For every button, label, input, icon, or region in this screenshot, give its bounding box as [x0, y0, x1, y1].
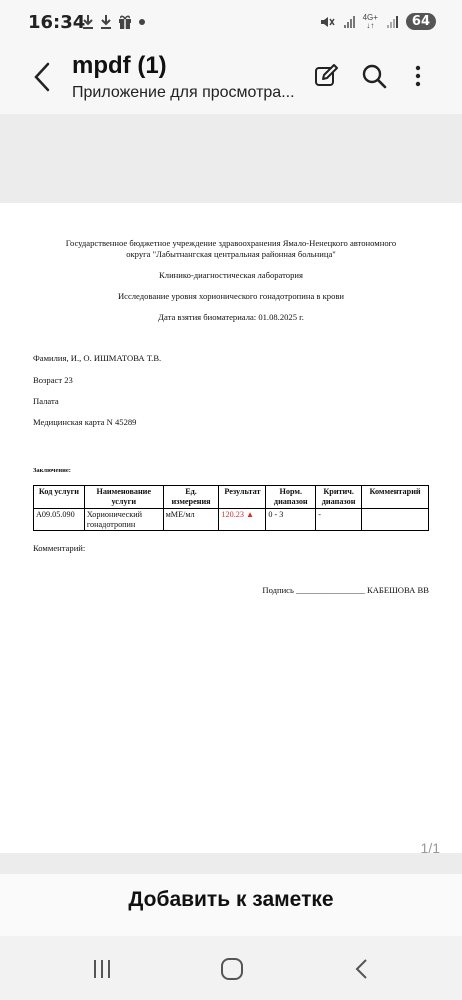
download-icon — [82, 14, 94, 30]
download-icon — [100, 14, 112, 30]
recents-icon[interactable] — [90, 958, 114, 980]
doc-sample-date: Дата взятия биоматериала: 01.08.2025 г. — [158, 312, 304, 322]
dot-icon — [138, 18, 146, 26]
pdf-viewer[interactable] — [0, 114, 462, 874]
results-table — [33, 485, 429, 531]
table-row — [34, 509, 429, 531]
cell-comment — [362, 509, 429, 531]
cell-critical: - — [316, 509, 362, 531]
signer-name: КАБЕШОВА ВВ — [366, 585, 429, 595]
gift-icon — [118, 14, 132, 30]
add-note-bar — [0, 874, 462, 936]
doc-header-line1: Государственное бюджетное учреждение здравоохранения Ямало-Ненецкого автономного — [65, 238, 397, 248]
doc-conclusion-label: Заключение: — [33, 467, 71, 474]
doc-age: Возраст 23 — [33, 375, 73, 385]
back-nav-icon[interactable] — [350, 958, 374, 980]
col-header-unit: Ед. измерения — [163, 486, 219, 509]
search-icon[interactable] — [360, 62, 388, 90]
signature-line: ________________ — [296, 585, 365, 595]
cell-result — [219, 509, 266, 531]
doc-patient-name: Фамилия, И., О. ИШМАТОВА Т.В. — [33, 353, 162, 363]
table-header-row — [34, 486, 429, 509]
app-bar — [0, 46, 462, 114]
edit-icon[interactable] — [312, 62, 340, 90]
battery-indicator: 64 — [406, 13, 436, 30]
doc-card: Медицинская карта N 45289 — [33, 417, 137, 427]
add-to-note-button[interactable]: Добавить к заметке — [0, 888, 462, 912]
doc-comment-label: Комментарий: — [33, 543, 86, 553]
doc-lab: Клинико-диагностическая лаборатория — [159, 270, 303, 280]
result-value: 120.23 — [221, 510, 244, 519]
status-bar: 16:34 4G+ ↓↑ 64 — [0, 0, 462, 46]
doc-signature — [262, 585, 429, 596]
back-icon[interactable] — [28, 60, 58, 94]
system-nav-bar — [0, 936, 462, 1000]
doc-header-line2: округа "Лабытнангская центральная районная больница" — [126, 249, 336, 259]
col-header-critical: Критич. диапазон — [316, 486, 362, 509]
signal-icon — [386, 15, 398, 29]
status-time: 16:34 — [28, 12, 86, 33]
col-header-name: Наименование услуги — [84, 486, 163, 509]
mute-icon — [319, 14, 335, 30]
col-header-result: Результат — [219, 486, 266, 509]
page-subtitle: Приложение для просмотра... — [72, 84, 295, 101]
network-type: 4G+ — [362, 12, 378, 22]
col-header-code: Код услуги — [34, 486, 85, 509]
cell-unit: мМЕ/мл — [163, 509, 219, 531]
page-title: mpdf (1) — [72, 52, 167, 79]
col-header-comment: Комментарий — [362, 486, 429, 509]
signature-label: Подпись — [262, 585, 294, 595]
cell-code: A09.05.090 — [34, 509, 85, 531]
page-counter: 1/1 — [420, 840, 440, 856]
home-icon[interactable] — [220, 958, 244, 980]
cell-norm: 0 - 3 — [266, 509, 316, 531]
pdf-page — [0, 203, 462, 853]
more-icon[interactable] — [404, 62, 432, 90]
doc-ward: Палата — [33, 396, 59, 406]
cell-name: Хорионический гонадотропин — [84, 509, 163, 531]
signal-icon — [343, 15, 355, 29]
result-high-flag-icon: ▲ — [246, 510, 255, 519]
col-header-norm: Норм. диапазон — [266, 486, 316, 509]
doc-study: Исследование уровня хорионического гонадотропина в крови — [117, 291, 345, 301]
